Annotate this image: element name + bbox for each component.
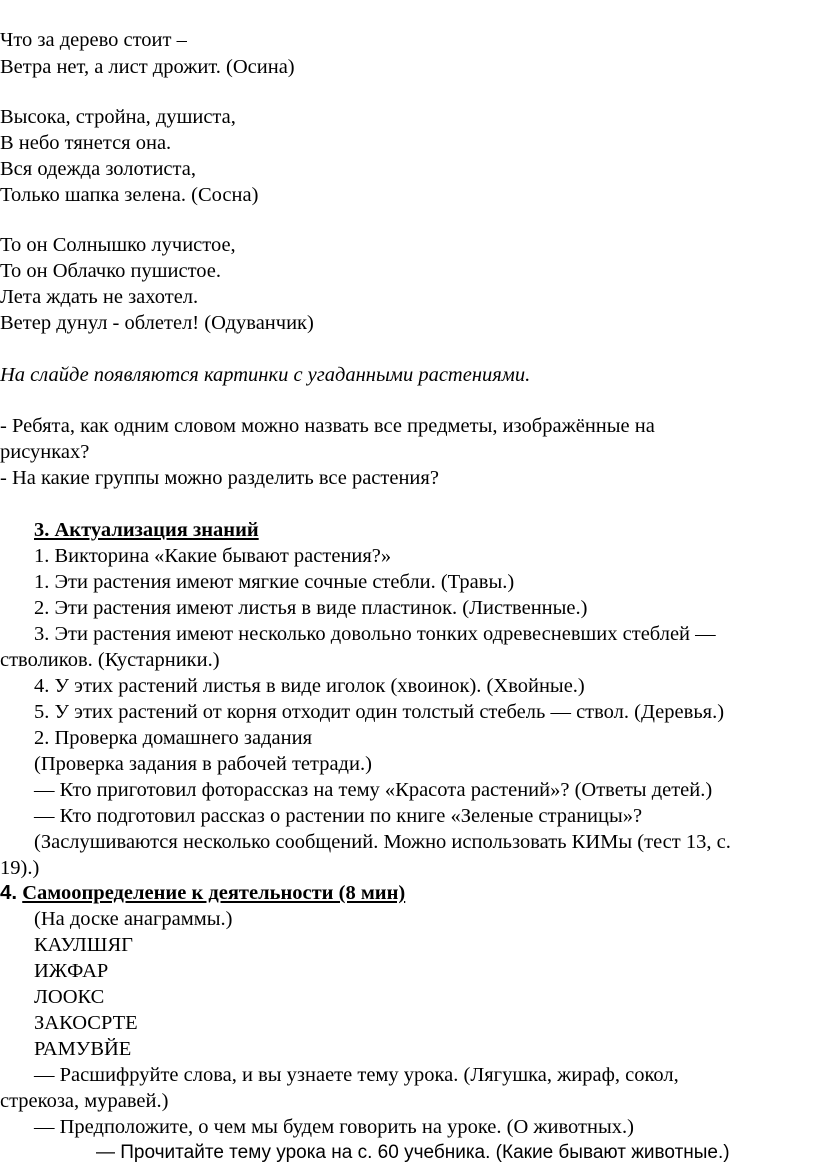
anagram: ЗАКОСРТЕ	[34, 1012, 138, 1034]
riddle-3-line-1: То он Солнышко лучистое,	[0, 234, 236, 256]
section-4-number: 4.	[0, 881, 18, 904]
anagram: ИЖФАР	[34, 960, 109, 982]
riddle-2-line-4: Только шапка зелена. (Сосна)	[0, 184, 259, 206]
section-4-line: (На доске анаграммы.)	[34, 908, 233, 930]
section-3-line: 19).)	[0, 857, 40, 879]
riddle-2-line-3: Вся одежда золотиста,	[0, 158, 196, 180]
riddle-1-line-2: Ветра нет, а лист дрожит. (Осина)	[0, 56, 295, 78]
riddle-3-line-2: То он Облачко пушистое.	[0, 260, 222, 282]
riddle-3-line-3: Лета ждать не захотел.	[0, 286, 199, 308]
riddle-2-line-2: В небо тянется она.	[0, 132, 172, 154]
section-3-line: 1. Викторина «Какие бывают растения?»	[34, 545, 392, 567]
section-3-line: 2. Проверка домашнего задания	[34, 727, 313, 749]
question-line-2: рисунках?	[0, 441, 90, 463]
section-3-line: 3. Эти растения имеют несколько довольно тонких одревесневших стеблей —	[34, 623, 716, 645]
anagram: КАУЛШЯГ	[34, 934, 133, 956]
section-3-line: — Кто подготовил рассказ о растении по книге «Зеленые страницы»?	[34, 805, 643, 827]
riddle-1-line-1: Что за дерево стоит –	[0, 29, 187, 51]
section-3-line: 5. У этих растений от корня отходит один толстый стебель — ствол. (Деревья.)	[34, 701, 725, 723]
section-4-title: Самоопределение к деятельности (8 мин)	[22, 882, 406, 904]
section-3-line: — Кто приготовил фоторассказ на тему «Красота растений»? (Ответы детей.)	[34, 779, 713, 801]
riddle-2-line-1: Высока, стройна, душиста,	[0, 106, 236, 128]
anagram: ЛООКС	[34, 986, 105, 1008]
section-3-line: (Проверка задания в рабочей тетради.)	[34, 753, 372, 775]
section-4-line: — Расшифруйте слова, и вы узнаете тему урока. (Лягушка, жираф, сокол,	[34, 1064, 679, 1086]
section-4-line: — Предположите, о чем мы будем говорить на уроке. (О животных.)	[34, 1116, 634, 1138]
slide-note: На слайде появляются картинки с угаданными растениями.	[0, 364, 531, 386]
riddle-3-line-4: Ветер дунул - облетел! (Одуванчик)	[0, 312, 314, 334]
anagram: РАМУВЙЕ	[34, 1038, 132, 1060]
question-line-1: - Ребята, как одним словом можно назвать все предметы, изображённые на	[0, 415, 655, 437]
section-4-heading	[0, 880, 405, 906]
section-3-line: 2. Эти растения имеют листья в виде пластинок. (Лиственные.)	[34, 597, 588, 619]
question-line-3: - На какие группы можно разделить все растения?	[0, 467, 439, 489]
section-3-line: 4. У этих растений листья в виде иголок (хвоинок). (Хвойные.)	[34, 675, 585, 697]
section-3-line: 1. Эти растения имеют мягкие сочные стебли. (Травы.)	[34, 571, 515, 593]
section-3-heading: 3. Актуализация знаний	[34, 519, 259, 541]
section-3-line: стволиков. (Кустарники.)	[0, 649, 220, 671]
section-4-line: — Прочитайте тему урока на с. 60 учебника. (Какие бывают животные.)	[96, 1142, 730, 1163]
section-3-line: (Заслушиваются несколько сообщений. Можно использовать КИМы (тест 13, с.	[34, 831, 731, 853]
section-4-line: стрекоза, муравей.)	[0, 1090, 169, 1112]
